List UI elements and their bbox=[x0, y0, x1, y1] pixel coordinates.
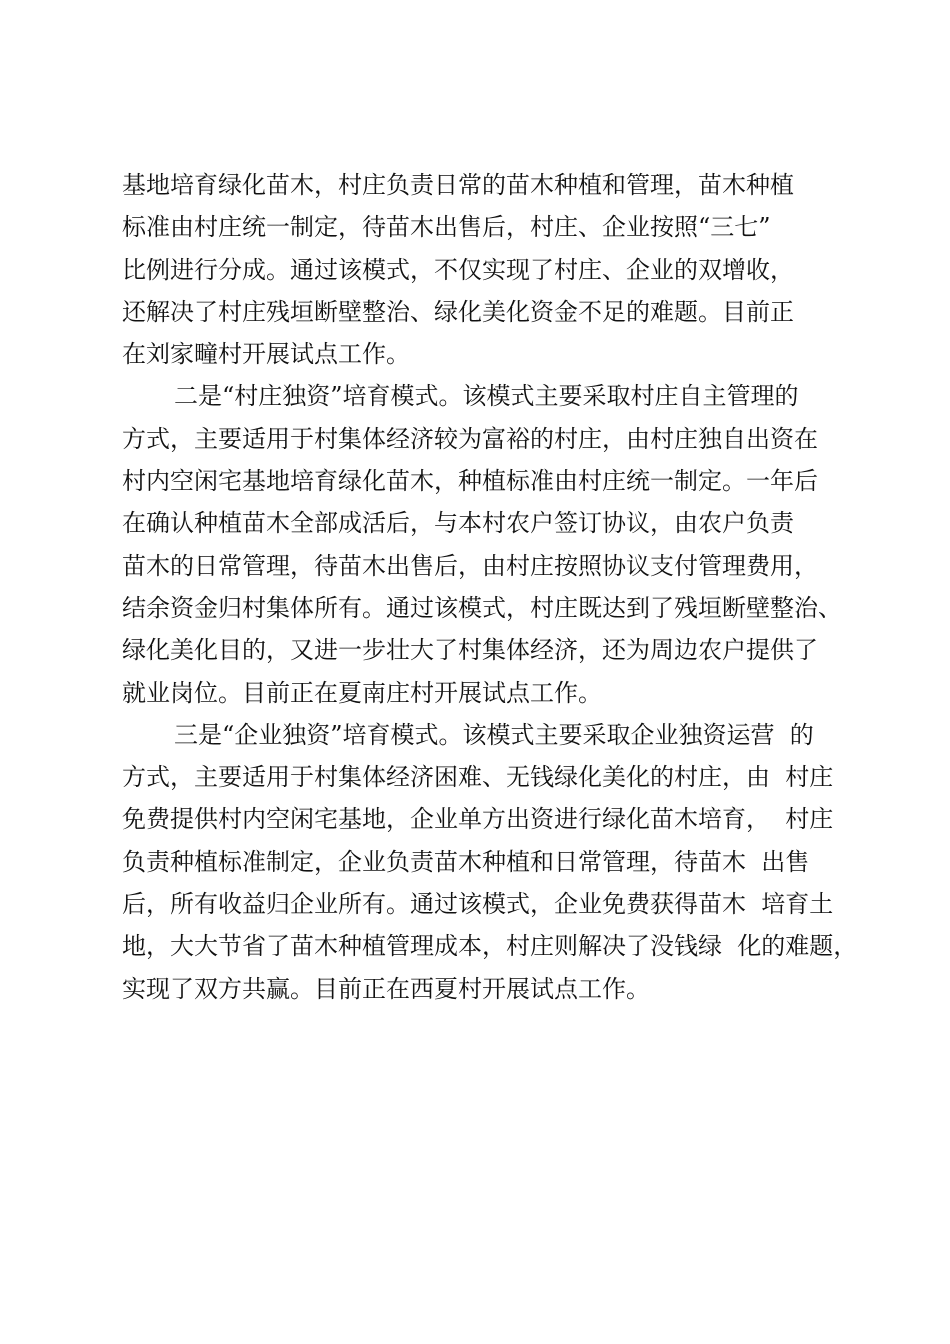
text-line: 地，大大节省了苗木种植管理成本，村庄则解决了没钱绿 化的难题， bbox=[122, 932, 858, 961]
text-line: 实现了双方共赢。目前正在西夏村开展试点工作。 bbox=[122, 974, 650, 1003]
text-line: 结余资金归村集体所有。通过该模式，村庄既达到了残垣断壁整治、 bbox=[122, 593, 842, 622]
text-line: 后，所有收益归企业所有。通过该模式，企业免费获得苗木 培育土 bbox=[122, 890, 834, 919]
text-line: 在刘家疃村开展试点工作。 bbox=[122, 340, 410, 369]
text-line: 绿化美化目的，又进一步壮大了村集体经济，还为周边农户提供了 bbox=[122, 636, 818, 665]
text-line: 在确认种植苗木全部成活后，与本村农户签订协议，由农户负责 bbox=[122, 509, 794, 538]
text-line: 方式，主要适用于村集体经济较为富裕的村庄，由村庄独自出资在 bbox=[122, 424, 818, 453]
text-line: 还解决了村庄残垣断壁整治、绿化美化资金不足的难题。目前正 bbox=[122, 297, 794, 326]
text-line: 基地培育绿化苗木，村庄负责日常的苗木种植和管理，苗木种植 bbox=[122, 171, 794, 199]
text-line: 村内空闲宅基地培育绿化苗木，种植标准由村庄统一制定。一年后 bbox=[122, 467, 818, 496]
text-line: 标准由村庄统一制定，待苗木出售后，村庄、企业按照“三七” bbox=[122, 213, 771, 242]
text-line: 苗木的日常管理，待苗木出售后，由村庄按照协议支付管理费用， bbox=[122, 551, 818, 580]
paragraph-3 bbox=[122, 714, 858, 1010]
text-line: 方式，主要适用于村集体经济困难、无钱绿化美化的村庄，由 村庄 bbox=[122, 763, 834, 792]
text-line: 负责种植标准制定，企业负责苗木种植和日常管理，待苗木 出售 bbox=[122, 847, 810, 876]
text-line: 免费提供村内空闲宅基地，企业单方出资进行绿化苗木培育， 村庄 bbox=[122, 805, 834, 834]
paragraph-2 bbox=[122, 375, 842, 713]
text-line: 二是“村庄独资”培育模式。该模式主要采取村庄自主管理的 bbox=[174, 382, 799, 411]
text-line: 比例进行分成。通过该模式，不仅实现了村庄、企业的双增收， bbox=[122, 255, 794, 284]
text-line: 三是“企业独资”培育模式。该模式主要采取企业独资运营 的 bbox=[174, 720, 814, 749]
text-line: 就业岗位。目前正在夏南庄村开展试点工作。 bbox=[122, 678, 602, 707]
paragraph-1 bbox=[122, 164, 842, 375]
body-text bbox=[122, 164, 858, 1010]
